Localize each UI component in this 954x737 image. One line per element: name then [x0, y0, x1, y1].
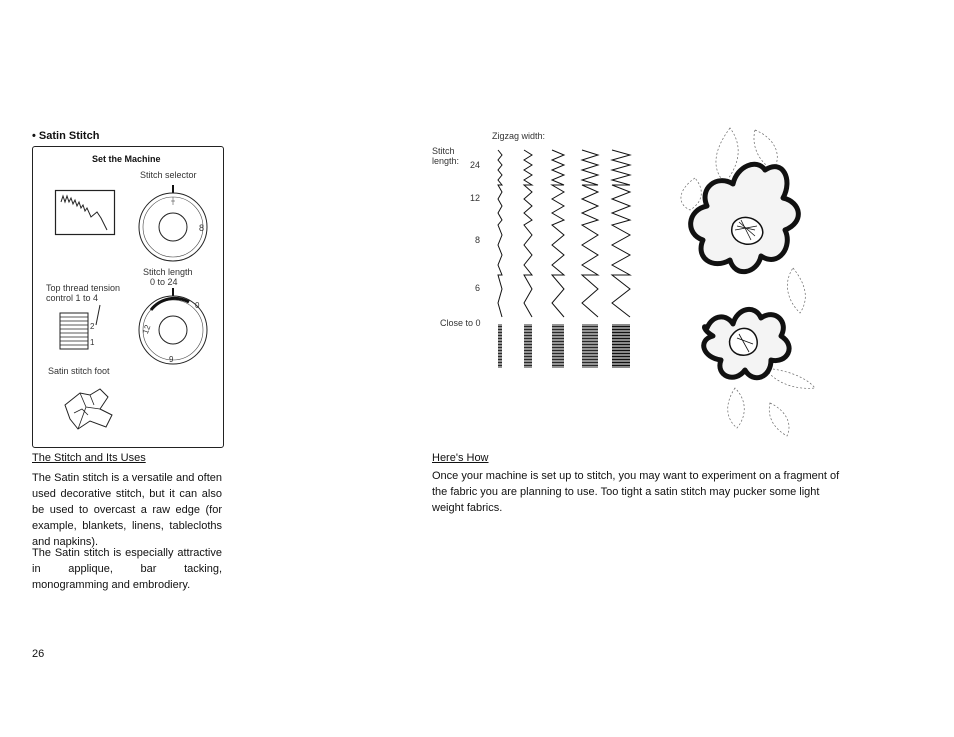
row-label-24: 24 — [470, 160, 481, 170]
row-label-12: 12 — [470, 193, 481, 203]
svg-text:9: 9 — [169, 355, 174, 364]
uses-paragraph-1: The Satin stitch is a versatile and often used decorative stitch, but it can also be used to overcast a raw edge (for example, blankets, linens, tablecloths and napkins). — [32, 472, 222, 548]
zigzag-column-1 — [498, 150, 502, 317]
svg-text:1: 1 — [90, 338, 95, 347]
foot-label: Satin stitch foot — [48, 366, 110, 376]
stitch-length-label-line-1: Stitch — [432, 146, 455, 156]
heres-how-heading: Here's How — [432, 452, 489, 464]
zigzag-width-label: Zigzag width: — [492, 131, 546, 141]
row-label-6: 6 — [475, 283, 481, 293]
uses-paragraph-2: The Satin stitch is especially attractive in applique, bar tacking, monogramming and embrodiery. — [32, 547, 222, 591]
satin-block-3 — [552, 325, 564, 367]
svg-text:0: 0 — [195, 301, 200, 310]
tension-label-line-1: Top thread tension — [46, 283, 121, 293]
row-label-close-to-0: Close to 0 — [440, 318, 481, 328]
tension-label-line-2: control 1 to 4 — [46, 293, 99, 303]
zigzag-samples — [490, 145, 630, 370]
row-label-8: 8 — [475, 235, 481, 245]
stitch-selector-label: Stitch selector — [140, 170, 197, 180]
satin-stitch-foot-drawing — [60, 385, 120, 435]
tension-control-drawing — [60, 305, 120, 355]
zigzag-column-3 — [552, 150, 564, 317]
stitch-length-dial — [133, 288, 213, 368]
satin-block-4 — [582, 325, 598, 367]
section-title: • Satin Stitch — [32, 130, 100, 142]
stitch-pattern-window — [55, 190, 115, 235]
svg-text:8: 8 — [199, 223, 205, 233]
satin-block-5 — [612, 325, 630, 367]
stitch-length-label-line-2: length: — [432, 156, 460, 166]
stitch-length-value: 0 to 24 — [150, 277, 178, 287]
satin-block-1 — [498, 325, 502, 367]
svg-text:12: 12 — [140, 323, 153, 336]
page-number: 26 — [32, 648, 45, 660]
satin-block-2 — [524, 325, 532, 367]
zigzag-column-5 — [612, 150, 630, 317]
zigzag-column-2 — [524, 150, 532, 317]
stitch-selector-dial — [133, 185, 213, 265]
svg-text:2: 2 — [90, 322, 95, 331]
uses-heading: The Stitch and Its Uses — [32, 452, 146, 464]
stitch-length-label: Stitch length — [143, 267, 193, 277]
box-title: Set the Machine — [92, 154, 161, 164]
flower-embroidery-illustration — [675, 118, 825, 438]
zigzag-column-4 — [582, 150, 598, 317]
heres-how-text: Once your machine is set up to stitch, you may want to experiment on a fragment of the fabric you are planning to use. Too tight a satin stitch may pucker some light weight fabrics. — [432, 470, 840, 514]
